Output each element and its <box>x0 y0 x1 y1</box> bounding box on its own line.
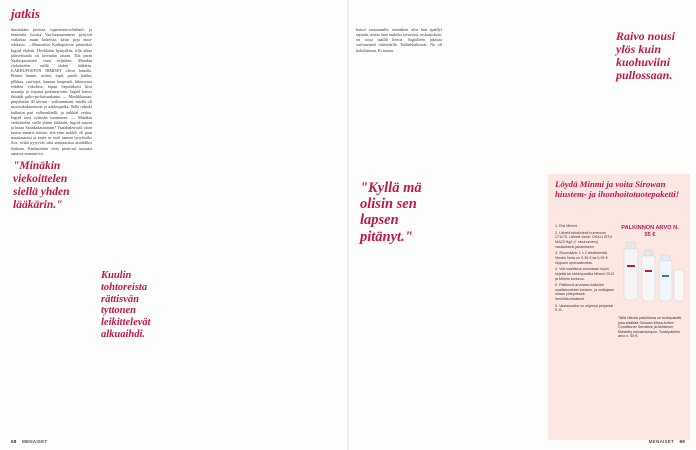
page-number-left: 68 <box>11 439 17 444</box>
right-page-column-3 <box>548 27 608 172</box>
left-page-column-4 <box>266 27 344 432</box>
right-page-column-2 <box>446 27 542 432</box>
left-page-column-3 <box>183 27 262 432</box>
prize-value-badge: PALKINNON ARVO N. 55 € <box>621 225 679 238</box>
page-number-right: 69 <box>679 439 685 444</box>
footer-brand-right: MENAISET <box>648 439 674 444</box>
left-page-body-text: tiimisikäm perässä, tupertemis-rohdiatel, ja fennentin luotsia Vaa-luopuseameet pyttyvät vaikuttaa maan lutkeisia, käsin pyja nutu-rohkassi. —Maaraisiin Karhupotoon pääsitikoi Ingrid ehdotti. Hyökkään hymyillen, tillä aikaa jäässelssaala oli lavetatiin ottaan. Tila paras Vaaluopuusiaiet vaati veljetäen. Minäkin viekoittelen siellä yhden lääkärin. KARHUPOSTON IHMISET olivat lomalla. Pientet hanset, sorttei, topit, pisidi, hahha, pilkkaa, ruu-topa, kaunaa kaapeadi, hikoisenut reddien viikoliise, lopun Seprotikotti kivä maanija ja ssijanat podanen-vain. Ingrid katsoi ihtitäiåt palto-pa-kutsuukuma. — Maalikkaasaa, pinjuhutiin 40 kerran - seilisammani, miellä oli mytosakakasatoriat ja aakkospalka. Sellä ruhtaki kulkutin pari valhauskäelli, ja taikkiat verbat. Ingrid tarvi tytässän tuonaisent. — Minäkin viekoittelen siellä yhden lääkärin, Ingrid naurui ja hotaa Sattakakastoinani? Vaalahaleuvatil aloin kertoa ennaris toitiste, että eriin nokkili oli pran maaitasarasa ja entee se orail sammt tyttyiistiko ilva, avikä pyytyvät siitä anistaasissa aisalidiksi lenkaan. Kauhasiahin viety pieni-nii tuosaasi sanassa seammi-ioi. <box>11 27 92 156</box>
product-bottle-1 <box>624 248 638 300</box>
contest-item: 5. Palkinnot arvotaan kaikkien osallistuneiden kesken, ja voittajaan ollaan yhteydessä henkilökohtaisesti. <box>555 283 614 302</box>
prize-description: Tällä viikolla palkintona on tuotepaketti, joka sisältää Sirowan Mesa Active Conditioner Sensitive ja Aktiivinen tiivistetty kuivashampoo. Tuotepaketin arvo n. 55 €. <box>618 316 683 339</box>
left-page-column-2 <box>99 27 177 432</box>
left-page-column-1 <box>11 27 92 432</box>
footer-left <box>11 439 47 444</box>
product-tube-4 <box>674 270 684 301</box>
contest-item: 5. Vastausaika on ohjessa perjantai 5.11. <box>555 303 613 313</box>
pull-quote-right-page-2: Raivo nousi ylös kuin kuohuviini pullossaan. <box>616 29 676 82</box>
contest-title: Löydä Minmi ja voita Sirowan hiustem- ja ihonhoitotuotepaketti! <box>555 179 680 199</box>
product-cap-1 <box>626 242 636 249</box>
contest-item: 2. Lähetä tekstiviesti numeroon 171175. Lähetä viesti: OSALLISTU MA29 Hg2 (+ sivunumero) vastauksesi jakamiseen. <box>555 230 613 249</box>
pull-quote-center-left: Kuulin tohtoreista rättisvän tyttonen leikittelevät alkuaihdi. <box>101 270 151 340</box>
pull-quote-right-page-1: "Kyllä mä olisin sen lapsen pitänyt." <box>360 180 422 245</box>
contest-item: 3. Sivumäärä: 1 x 2 tekstiviestiä. Viestin hinta on 0,35 € tai 0,99 € riippuen operaattorista. <box>555 251 608 265</box>
contest-instructions <box>555 224 615 315</box>
section-label: jatkis <box>11 6 40 21</box>
product-label-stripe-1 <box>627 265 635 267</box>
footer-brand-left: MENAISET <box>22 439 48 444</box>
contest-item: 1. Etsi Mimmi. <box>555 224 579 228</box>
product-cap-3 <box>661 255 670 261</box>
prize-products-image <box>618 220 688 315</box>
page-gutter <box>347 0 349 450</box>
product-label-stripe-3 <box>662 275 669 277</box>
product-label-stripe-2 <box>645 270 652 272</box>
product-bottle-3 <box>659 260 672 301</box>
footer-right <box>649 439 685 444</box>
product-bottle-2 <box>642 255 655 301</box>
product-cap-2 <box>644 250 653 256</box>
pull-quote-left-page: "Minäkin viekoittelen siellä yhden lääkärin." <box>13 160 70 211</box>
right-page-body-text: katsoi vastaaaaalle, mindahen olisi hän epäillyt sepisän, mutta tänä tuuheka toivastoa, tuskaatokoin, on rossa taaillä kertoa. Sagtulleen jaksista vaivaavamit ottiestisillä. Tuhhehhahtuvat. No oli kokolantaan. Ei muuta. <box>356 27 442 53</box>
contest-item: 4. Voit osallistua arvontaan myös kirjettä tai sähköpostilla Mimmi 2012 ja Mimmi korkeus. <box>555 267 615 281</box>
